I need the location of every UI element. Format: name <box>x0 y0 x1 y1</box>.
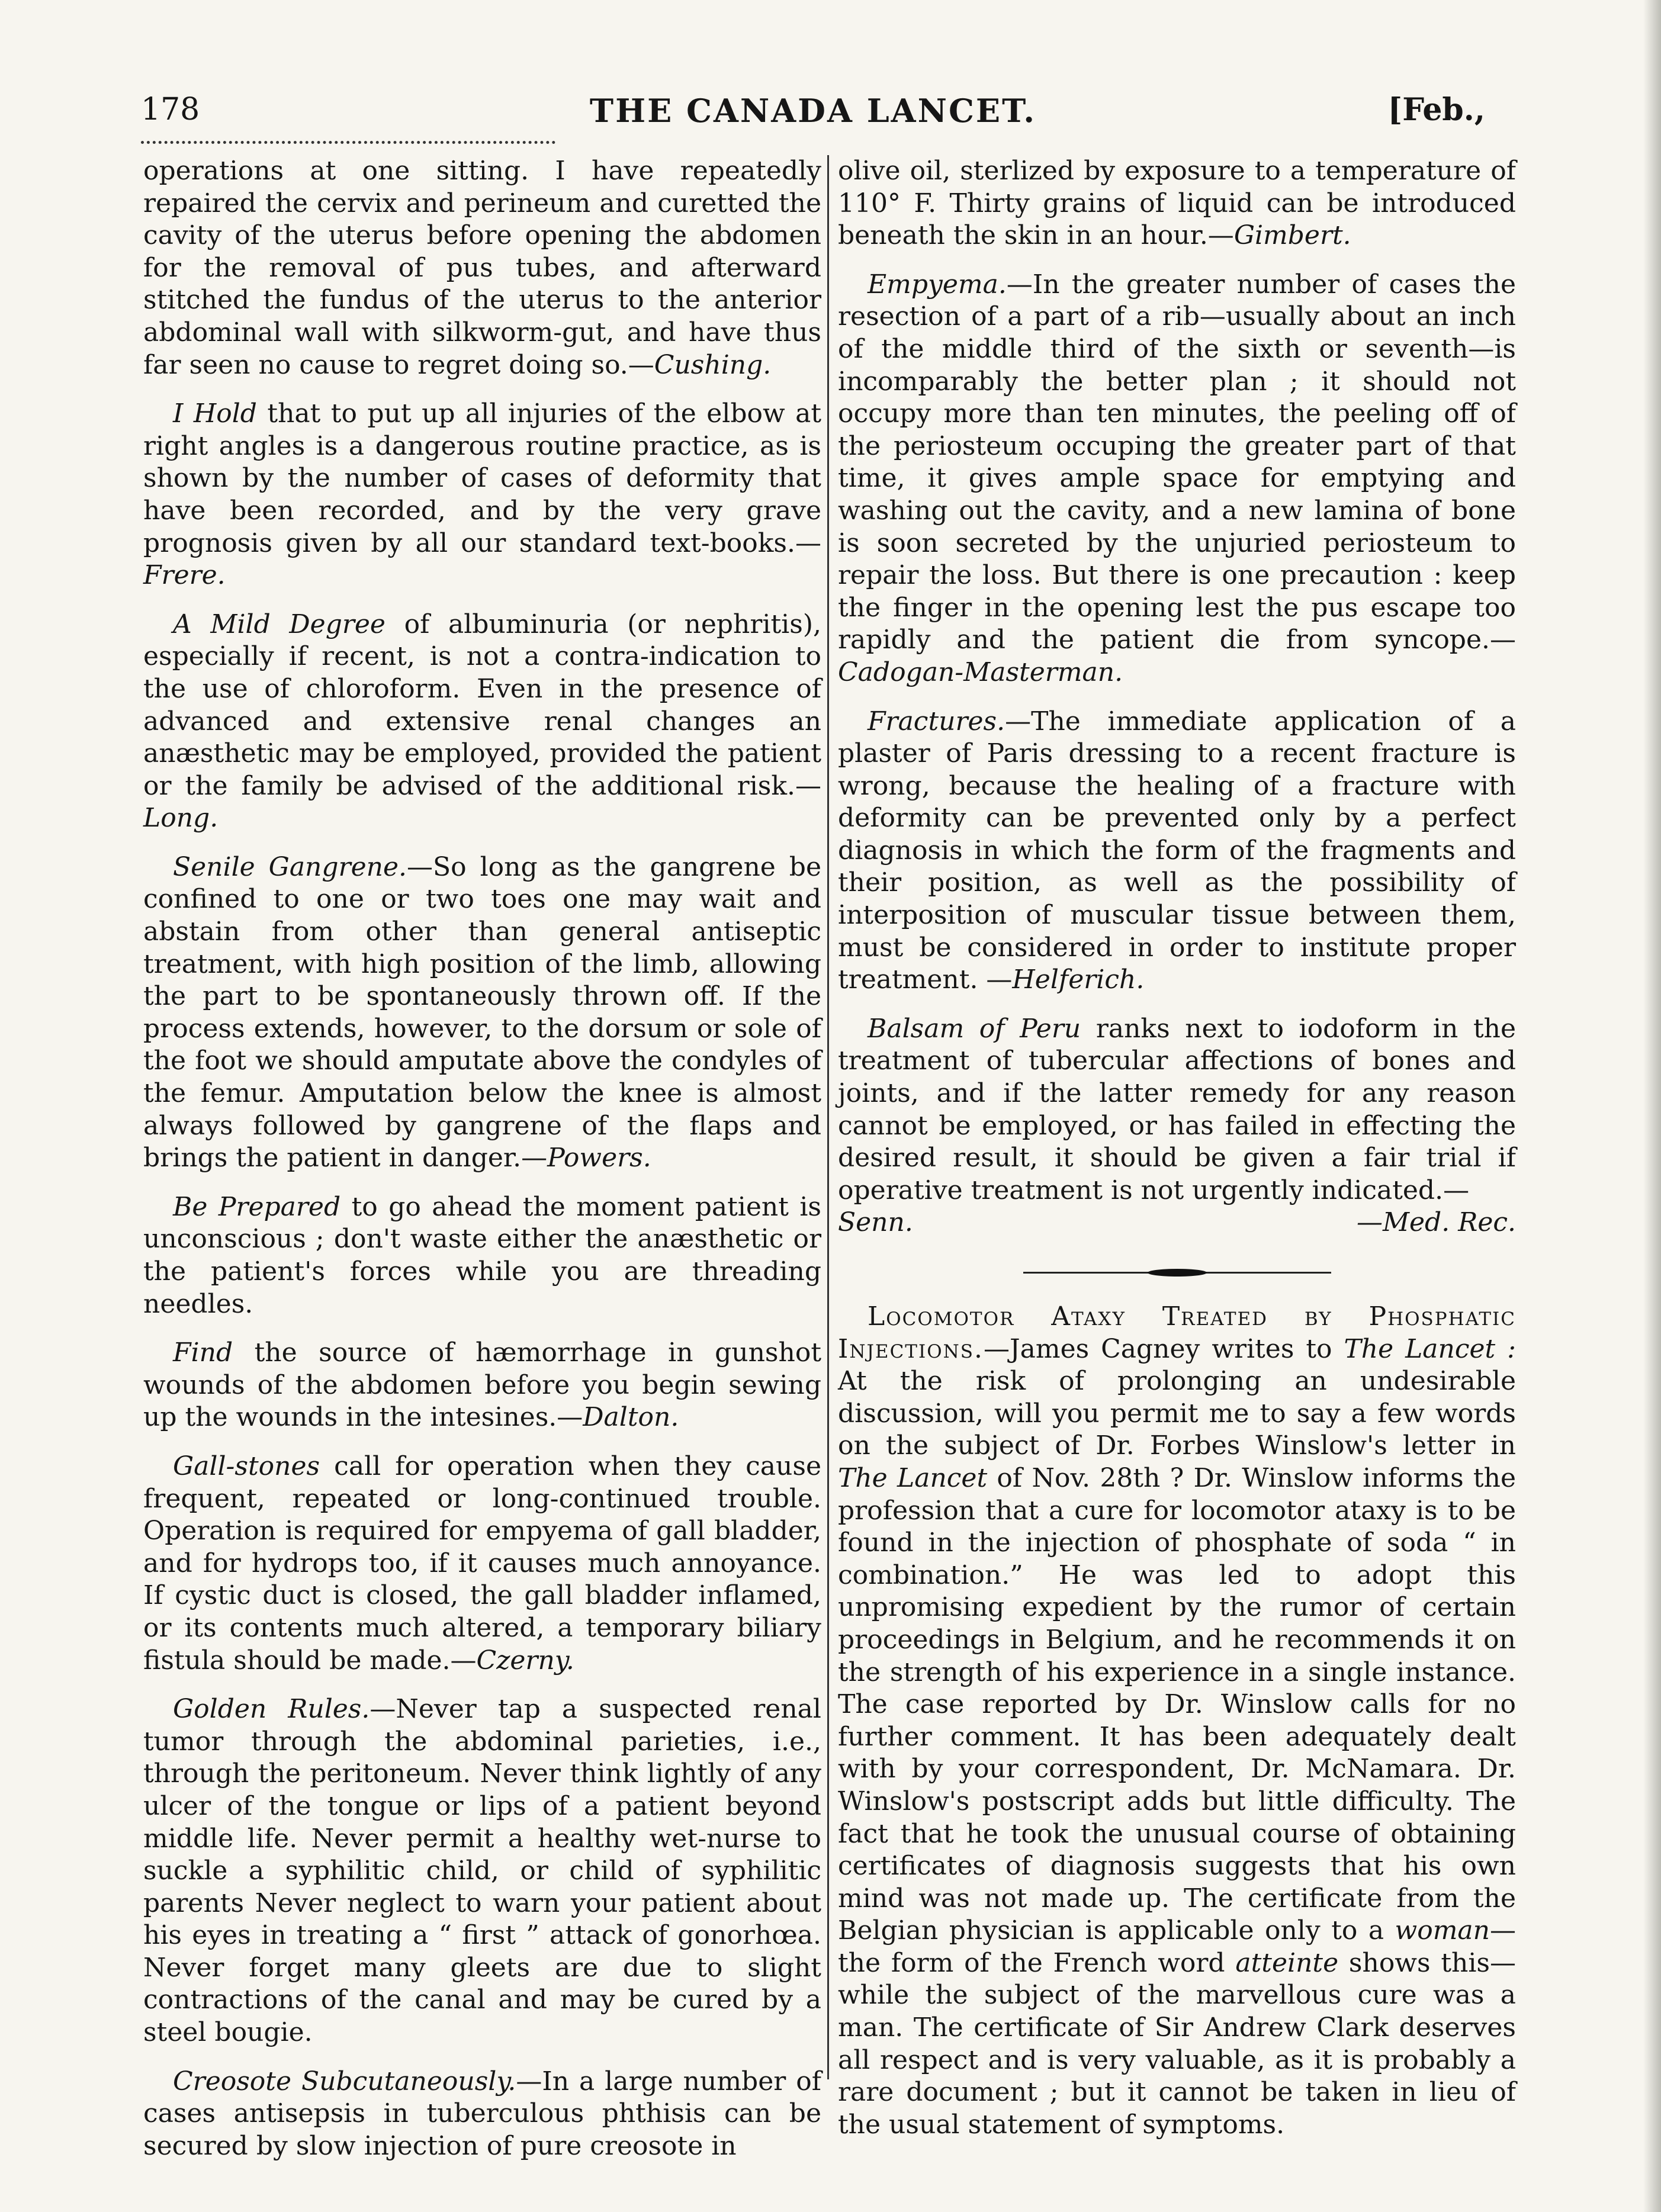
citation: Cushing. <box>654 349 772 380</box>
header-rule <box>141 141 555 144</box>
paragraph: Balsam of Peru ranks next to iodoform in the treatment of tubercular affections of bones and joints, and if the latter remedy for any reason cannot be employed, or has failed in effecting the desired result, it should be given a fair trial if operative treatment is not urgently indicated.— <box>838 1013 1516 1205</box>
paragraph-lead: Gall-stones <box>173 1451 320 1481</box>
paragraph: operations at one sitting. I have repeatedly repaired the cervix and perineum and curetted the cavity of the uterus before opening the abdomen for the removal of pus tubes, and afterward stitched the fundus of the uterus to the anterior abdominal wall with silkworm-gut, and have thus far seen no cause to regret doing so.—Cushing. <box>143 156 821 380</box>
citation-row <box>838 1207 1516 1239</box>
right-column <box>838 155 1516 2158</box>
issue-month: [Feb., <box>1387 92 1485 128</box>
citation: Helferich. <box>1012 964 1145 995</box>
running-header <box>141 86 1485 145</box>
citation-author: Senn. <box>838 1207 913 1238</box>
paragraph-lead: Find <box>173 1338 233 1368</box>
article-paragraph: Locomotor Ataxy Treated by Phosphatic Injections.—James Cagney writes to The Lancet : At the risk of prolonging an undesirable discussion, will you permit me to say a few words on the subject of Dr. Forbes Winslow's letter in The Lancet of Nov. 28th ? Dr. Winslow informs the profession that a cure for locomotor ataxy is to be found in the injection of phosphate of soda “ in combination.” He was led to adopt this unpromising expedient by the rumor of certain proceedings in Belgium, and he recommends it on the strength of his experience in a single instance. The case reported by Dr. Winslow calls for no further comment. It has been adequately dealt with by your correspondent, Dr. McNamara. Dr. Winslow's postscript adds but little difficulty. The fact that he took the unusual course of obtaining certificates of diagnosis suggests that his own mind was not made up. The certificate from the Belgian physician is applicable only to a woman—the form of the French word atteinte shows this—while the subject of the marvellous cure was a man. The certificate of Sir Andrew Clark deserves all respect and is very valuable, as it is probably a rare document ; but it cannot be taken in lieu of the usual statement of symptoms. <box>838 1301 1516 2140</box>
paragraph: Golden Rules.—Never tap a suspected renal tumor through the abdominal parieties, i.e., through the peritoneum. Never think lightly of any ulcer of the tongue or lips of a patient beyond middle life. Never permit a healthy wet-nurse to suckle a syphilitic child, or child of syphilitic parents Never neglect to warn your patient about his eyes in treating a “ first ” attack of gonorhœa. Never forget many gleets are due to slight contractions of the canal and may be cured by a steel bougie. <box>143 1694 821 2048</box>
paragraph-lead: Empyema. <box>868 269 1007 300</box>
paragraph: olive oil, sterlized by exposure to a temperature of 110° F. Thirty grains of liquid can be introduced beneath the skin in an hour.—Gimbert. <box>838 156 1516 251</box>
page-number: 178 <box>141 92 200 127</box>
citation: Powers. <box>547 1143 651 1173</box>
emphasis-word: woman <box>1395 1915 1490 1946</box>
page-edge <box>1643 0 1661 2212</box>
paragraph-lead: Be Prepared <box>173 1191 341 1222</box>
journal-reference: The Lancet <box>838 1462 988 1493</box>
paragraph: A Mild Degree of albuminuria (or nephritis), especially if recent, is not a contra-indication to the use of chloroform. Even in the presence of advanced and extensive renal changes an anæsthetic may be employed, provided the patient or the family be advised of the additional risk.—Long. <box>143 609 821 834</box>
paragraph: Empyema.—In the greater number of cases the resection of a part of a rib—usually about an inch of the middle third of the sixth or seventh—is incomparably the better plan ; it should not occupy more than ten minutes, the peeling off of the periosteum occuping the greater part of that time, it gives ample space for emptying and washing out the cavity, and a new lamina of bone is soon secreted by the unjuried periosteum to repair the loss. But there is one precaution : keep the finger in the opening lest the pus escape too rapidly and the patient die from syncope.—Cadogan-Masterman. <box>838 269 1516 687</box>
paragraph-lead: Senile Gangrene. <box>173 851 407 882</box>
emphasis-word: atteinte <box>1235 1947 1339 1978</box>
paragraph: Senile Gangrene.—So long as the gangrene be confined to one or two toes one may wait and abstain from other than general antiseptic treatment, with high position of the limb, allowing the part to be spontaneously thrown off. If the process extends, however, to the dorsum or sole of the foot we should amputate above the condyles of the femur. Amputation below the knee is almost always followed by gangrene of the flaps and brings the patient in danger.—Powers. <box>143 851 821 1173</box>
paragraph: Fractures.—The immediate application of a plaster of Paris dressing to a recent fracture is wrong, because the healing of a fracture with deformity can be prevented only by a perfect diagnosis in which the form of the fragments and their position, as well as the possibility of interposition of muscular tissue between them, must be considered in order to institute proper treatment. —Helferich. <box>838 706 1516 995</box>
paragraph: Creosote Subcutaneously.—In a large number of cases antisepsis in tuberculous phthisis can be secured by slow injection of pure creosote in <box>143 2066 821 2161</box>
column-divider <box>827 155 829 2079</box>
article-title: Locomotor Ataxy Treated by Phosphatic Injections. <box>838 1301 1516 1364</box>
paragraph-lead: A Mild Degree <box>173 609 385 639</box>
paragraph-lead: Balsam of Peru <box>868 1013 1081 1044</box>
paragraph-lead: Golden Rules. <box>173 1694 370 1725</box>
citation: Long. <box>143 803 219 834</box>
journal-reference: The Lancet : <box>1344 1333 1516 1364</box>
paragraph: I Hold that to put up all injuries of the elbow at right angles is a dangerous routine practice, as is shown by the number of cases of deformity that have been recorded, and by the very grave prognosis given by all our standard text-books.—Frere. <box>143 398 822 591</box>
paragraph-lead: Fractures. <box>868 706 1005 737</box>
left-column <box>143 155 821 2179</box>
paragraph-lead: Creosote Subcutaneously. <box>173 2066 516 2097</box>
citation-source: —Med. Rec. <box>1356 1207 1516 1238</box>
paragraph: Be Prepared to go ahead the moment patient is unconscious ; don't waste either the anæsthetic or the patient's forces while you are threading needles. <box>143 1191 821 1319</box>
paragraph: Gall-stones call for operation when they cause frequent, repeated or long-continued trouble. Operation is required for empyema of gall bladder, and for hydrops too, if it causes much annoyance. If cystic duct is closed, the gall bladder inflamed, or its contents much altered, a temporary biliary fistula should be made.—Czerny. <box>143 1451 821 1676</box>
ornament-swell <box>1148 1269 1207 1277</box>
citation: Dalton. <box>583 1402 679 1433</box>
citation: Gimbert. <box>1233 220 1351 251</box>
citation: Cadogan-Masterman. <box>838 657 1123 687</box>
citation: Frere. <box>143 560 226 591</box>
paragraph-lead: I Hold <box>173 398 257 429</box>
section-ornament <box>1023 1269 1331 1277</box>
citation: Czerny. <box>476 1645 574 1676</box>
journal-title: THE CANADA LANCET. <box>589 92 1037 130</box>
paragraph: Find the source of hæmorrhage in gunshot wounds of the abdomen before you begin sewing up the wounds in the intesines.—Dalton. <box>143 1338 821 1433</box>
